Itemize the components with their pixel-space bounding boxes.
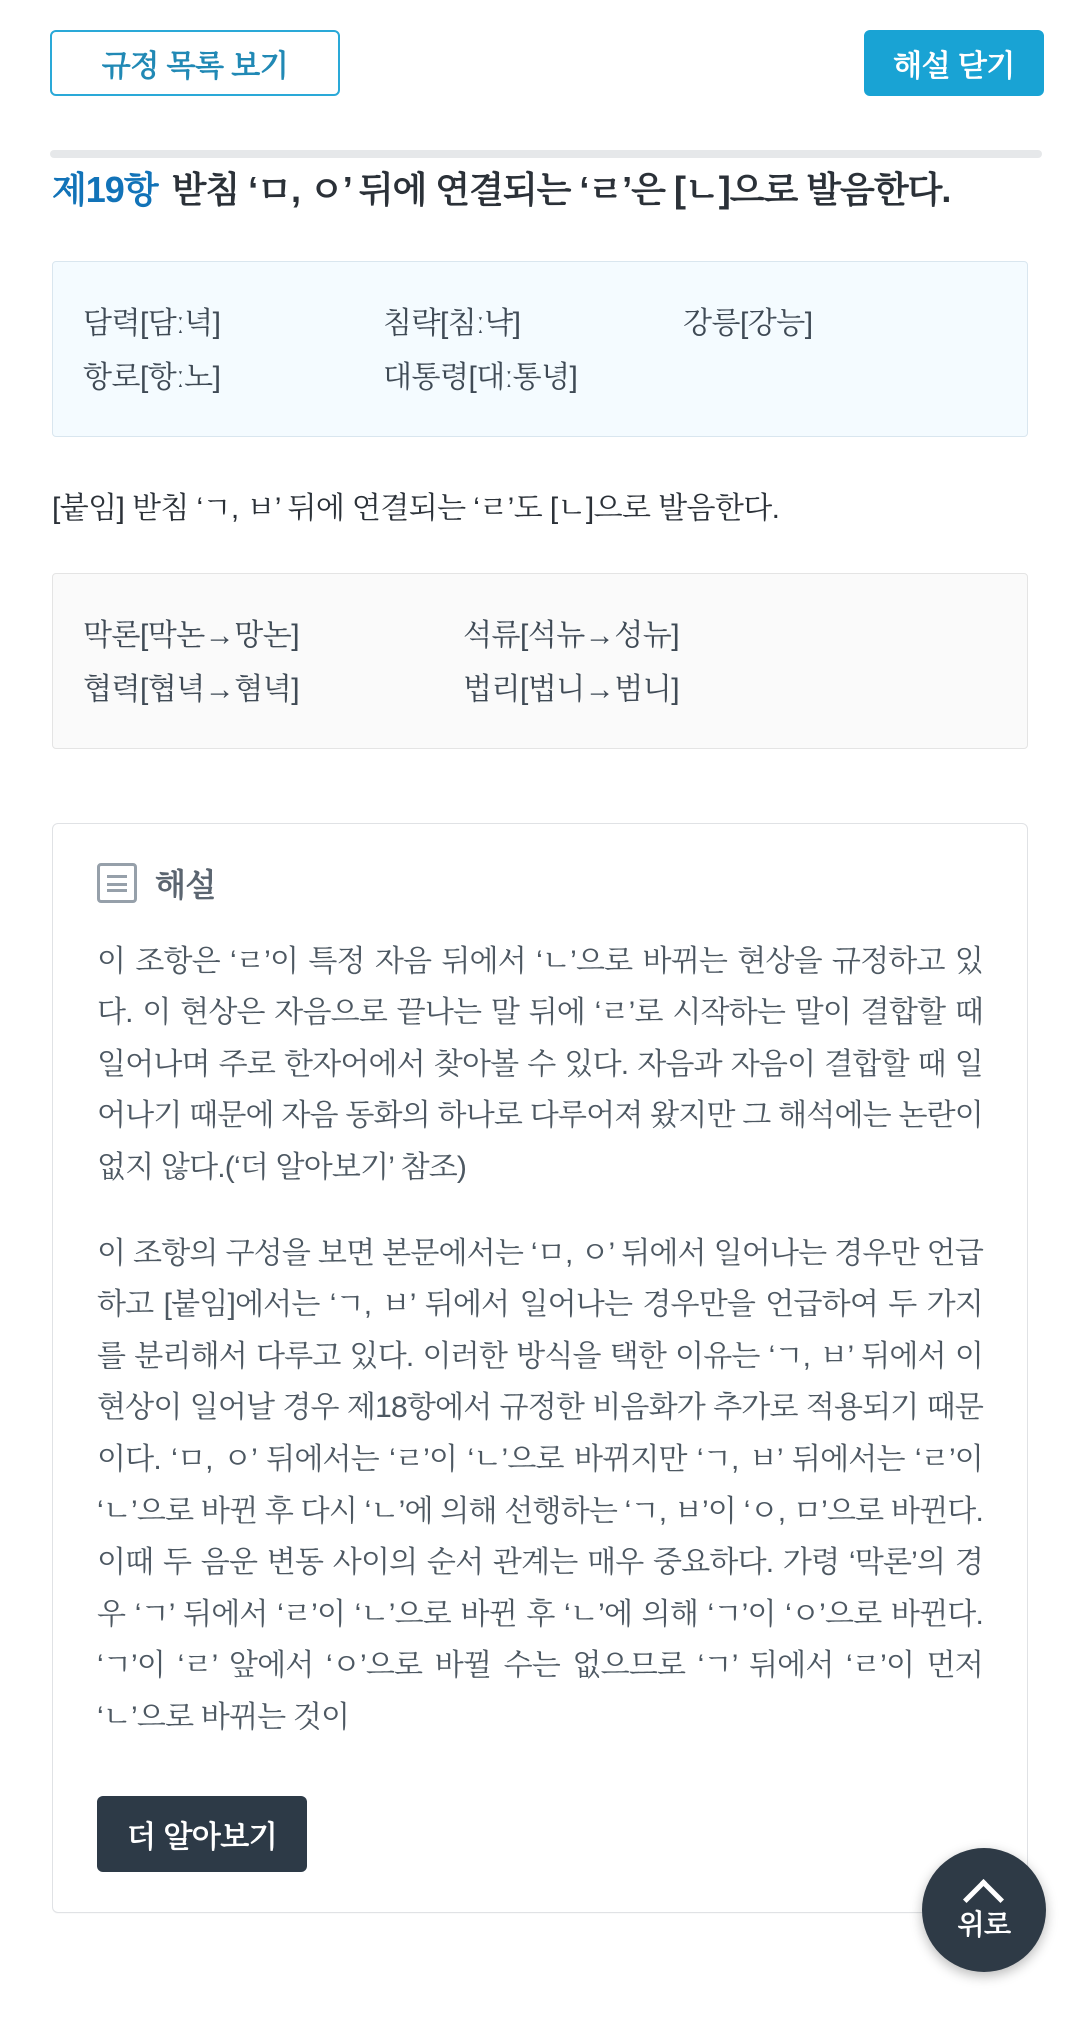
scroll-to-top-button[interactable]: [922, 1848, 1046, 1972]
example-item: 항로[항ː노]: [83, 360, 221, 394]
example-item: 석류[석뉴→성뉴]: [463, 618, 680, 652]
view-rule-list-button[interactable]: 규정 목록 보기: [50, 30, 340, 96]
example-row: [83, 664, 997, 708]
example-item: 협력[협녁→혐녁]: [83, 672, 300, 706]
rule-heading: [52, 166, 1028, 215]
document-icon: [97, 863, 137, 903]
rule-text: 받침 ‘ㅁ, ㅇ’ 뒤에 연결되는 ‘ㄹ’은 [ㄴ]으로 발음한다.: [171, 169, 951, 210]
close-commentary-button[interactable]: 해설 닫기: [864, 30, 1044, 96]
appendix-examples-box: [52, 573, 1028, 749]
commentary-header: [97, 860, 983, 906]
appendix-note: [붙임] 받침 ‘ㄱ, ㅂ’ 뒤에 연결되는 ‘ㄹ’도 [ㄴ]으로 발음한다.: [52, 491, 780, 525]
example-item: [683, 352, 983, 396]
example-item: 법리[법니→범니]: [463, 672, 680, 706]
example-item: 막론[막논→망논]: [83, 618, 300, 652]
example-item: 담력[담ː녁]: [83, 306, 221, 340]
example-item: 대통령[대ː통녕]: [383, 360, 578, 394]
rule-examples-box: [52, 261, 1028, 437]
toolbar: [0, 0, 1080, 128]
learn-more-button[interactable]: 더 알아보기: [97, 1796, 307, 1872]
example-item: 강릉[강능]: [683, 306, 813, 340]
commentary-panel: [52, 823, 1028, 1913]
rule-number: 제19항: [52, 169, 158, 210]
commentary-title: 해설: [155, 866, 216, 903]
example-row: [83, 352, 997, 396]
example-row: [83, 610, 997, 654]
chevron-up-icon: [965, 1877, 1003, 1899]
scroll-track[interactable]: [50, 150, 1042, 158]
scroll-to-top-label: 위로: [957, 1909, 1011, 1940]
commentary-paragraph: 이 조항의 구성을 보면 본문에서는 ‘ㅁ, ㅇ’ 뒤에서 일어나는 경우만 언급하고 [붙임]에서는 ‘ㄱ, ㅂ’ 뒤에서 일어나는 경우만을 언급하여 두 가지를 분리해서 다루고 있다. 이러한 방식을 택한 이유는 ‘ㄱ, ㅂ’ 뒤에서 이 현상이 일어날 경우 제18항에서 규정한 비음화가 추가로 적용되기 때문이다. ‘ㅁ, ㅇ’ 뒤에서는 ‘ㄹ’이 ‘ㄴ’으로 바뀌지만 ‘ㄱ, ㅂ’ 뒤에서는 ‘ㄹ’이 ‘ㄴ’으로 바뀐 후 다시 ‘ㄴ’에 의해 선행하는 ‘ㄱ, ㅂ’이 ‘ㅇ, ㅁ’으로 바뀐다. 이때 두 음운 변동 사이의 순서 관계는 매우 중요하다. 가령 ‘막론’의 경우 ‘ㄱ’ 뒤에서 ‘ㄹ’이 ‘ㄴ’으로 바뀐 후 ‘ㄴ’에 의해 ‘ㄱ’이 ‘ㅇ’으로 바뀐다. ‘ㄱ’이 ‘ㄹ’ 앞에서 ‘ㅇ’으로 바뀔 수는 없으므로 ‘ㄱ’ 뒤에서 ‘ㄹ’이 먼저 ‘ㄴ’으로 바뀌는 것이: [97, 1236, 983, 1734]
commentary-paragraph: 이 조항은 ‘ㄹ’이 특정 자음 뒤에서 ‘ㄴ’으로 바뀌는 현상을 규정하고 있다. 이 현상은 자음으로 끝나는 말 뒤에 ‘ㄹ’로 시작하는 말이 결합할 때 일어나며 주로 한자어에서 찾아볼 수 있다. 자음과 자음이 결합할 때 일어나기 때문에 자음 동화의 하나로 다루어져 왔지만 그 해석에는 논란이 없지 않다.(‘더 알아보기’ 참조): [97, 944, 983, 1184]
main-content: [0, 166, 1080, 1913]
example-row: [83, 298, 997, 342]
example-item: 침략[침ː냑]: [383, 306, 521, 340]
